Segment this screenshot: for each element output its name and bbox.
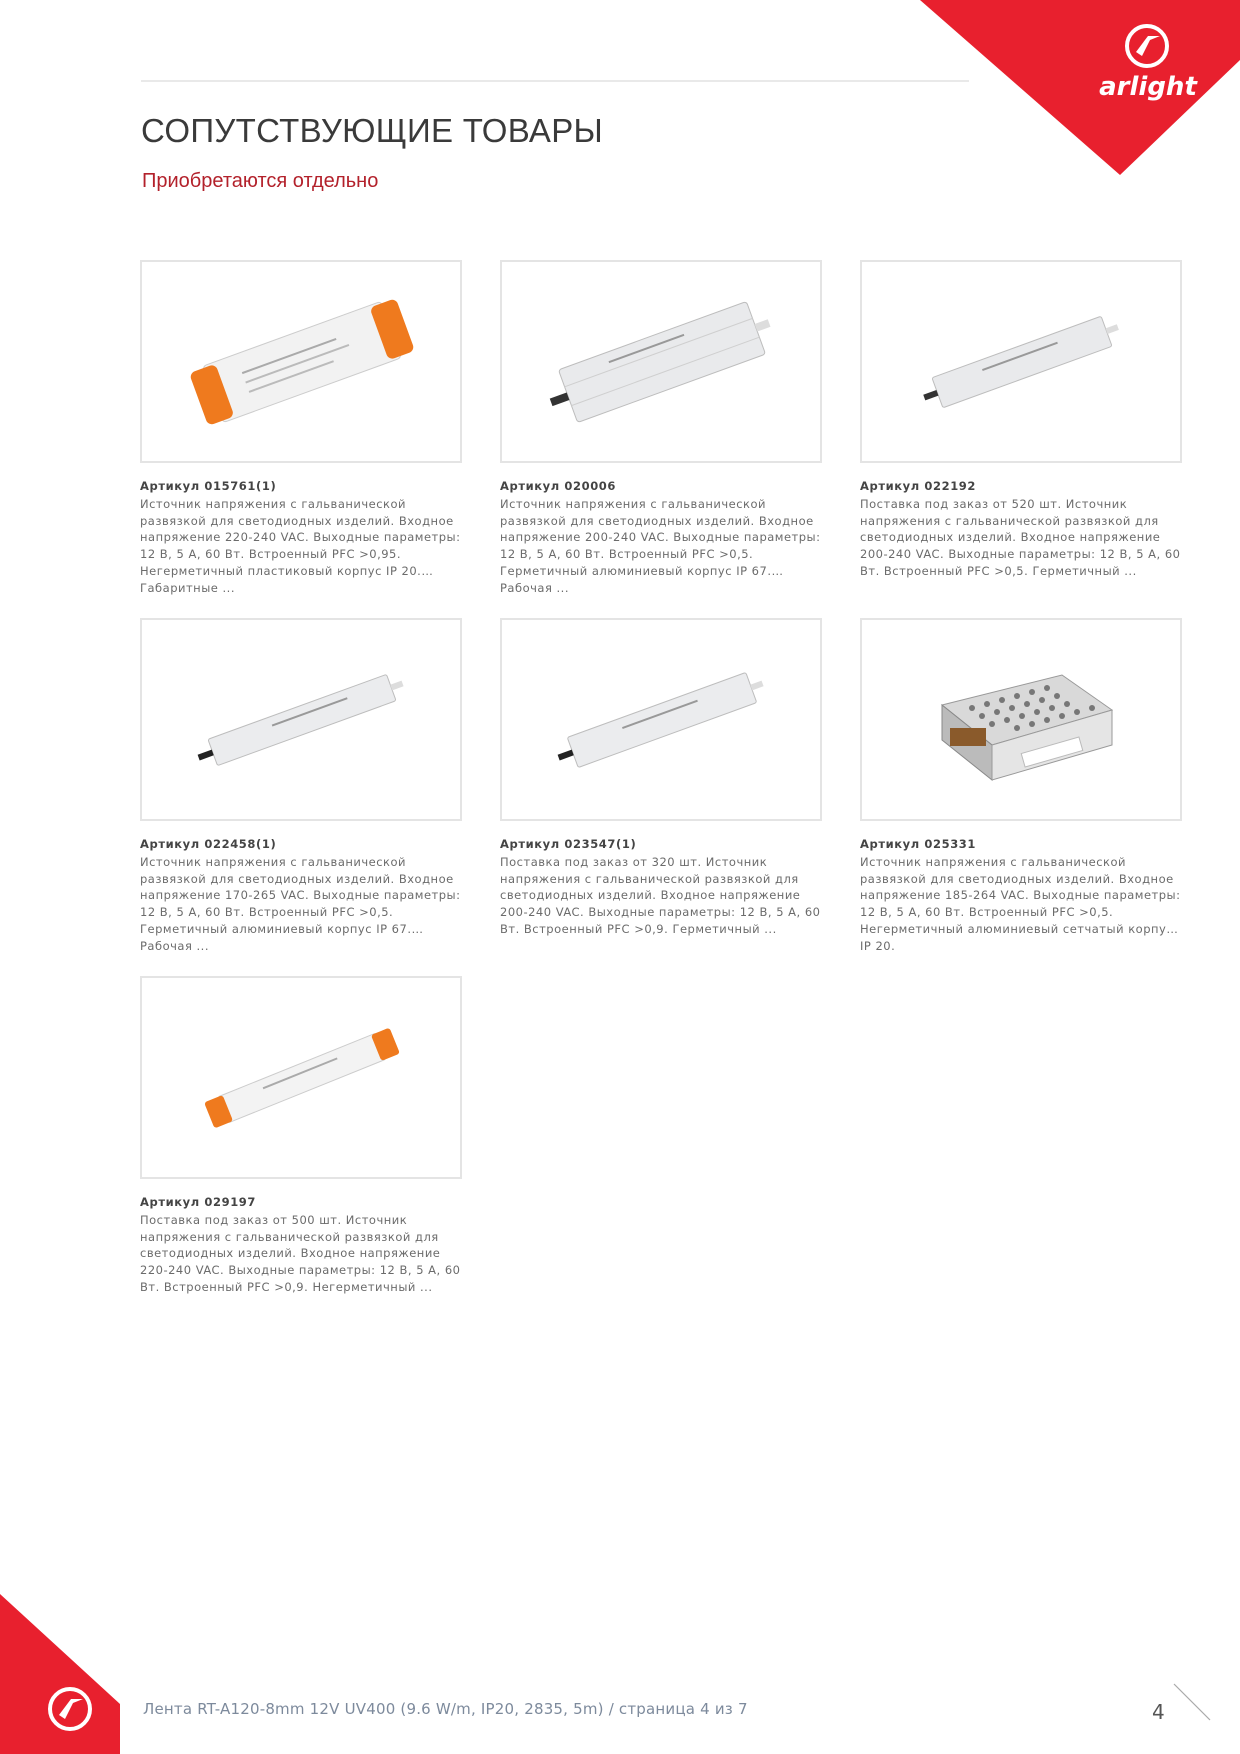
product-sku[interactable]: Артикул 022458(1) [140, 837, 277, 851]
power-supply-mesh-icon [862, 620, 1180, 819]
page-subtitle: Приобретаются отдельно [142, 170, 379, 192]
page-number-slash [1172, 1682, 1212, 1722]
footer-corner-logo [0, 1594, 120, 1754]
product-description: Источник напряжения с гальванической развязкой для светодиодных изделий. Входное напряжение 200-240 VAC. Выходные параметры: 12 В, 5 А, 60 Вт. Встроенный PFC >0,5. Герметичный алюминиевый корпус IP 67. Рабочая ... [500, 497, 821, 595]
header-divider [141, 80, 969, 82]
product-description: Поставка под заказ от 320 шт. Источник напряжения с гальванической развязкой для светодиодных изделий. Входное напряжение 200-240 VAC. Выходные параметры: 12 В, 5 А, 60 Вт. Встроенный PFC >0,9. Герметичный ... [500, 855, 821, 936]
product-card[interactable] [140, 976, 462, 1334]
footer-document-info: Лента RT-A120-8mm 12V UV400 (9.6 W/m, IP20, 2835, 5m) / страница 4 из 7 [143, 1700, 748, 1718]
product-description: Поставка под заказ от 520 шт. Источник напряжения с гальванической развязкой для светодиодных изделий. Входное напряжение 200-240 VAC. Выходные параметры: 12 В, 5 А, 60 Вт. Встроенный PFC >0,5. Герметичный ... [860, 497, 1181, 578]
product-sku[interactable]: Артикул 029197 [140, 1195, 256, 1209]
power-supply-slim-aluminium-icon [502, 620, 820, 819]
product-image[interactable] [500, 260, 822, 463]
product-image[interactable] [500, 618, 822, 821]
power-supply-white-orange-icon [142, 262, 460, 461]
power-supply-slim-aluminium-icon [862, 262, 1180, 461]
product-card[interactable] [140, 260, 462, 618]
product-sku[interactable]: Артикул 025331 [860, 837, 976, 851]
power-supply-slim-white-orange-icon [142, 978, 460, 1177]
product-card[interactable] [860, 260, 1182, 618]
product-sku[interactable]: Артикул 022192 [860, 479, 976, 493]
product-sku[interactable]: Артикул 020006 [500, 479, 616, 493]
product-description: Источник напряжения с гальванической развязкой для светодиодных изделий. Входное напряжение 185-264 VAC. Выходные параметры: 12 В, 5 А, 60 Вт. Встроенный PFC >0,5. Негерметичный алюминиевый сетчатый корпус IP 20. [860, 855, 1181, 953]
product-card[interactable] [140, 618, 462, 976]
power-supply-slim-aluminium-icon [142, 620, 460, 819]
product-description: Источник напряжения с гальванической развязкой для светодиодных изделий. Входное напряжение 170-265 VAC. Выходные параметры: 12 В, 5 А, 60 Вт. Встроенный PFC >0,5. Герметичный алюминиевый корпус IP 67. Рабочая ... [140, 855, 461, 953]
power-supply-aluminium-icon [502, 262, 820, 461]
product-sku[interactable]: Артикул 023547(1) [500, 837, 637, 851]
product-image[interactable] [860, 260, 1182, 463]
product-grid [140, 260, 1182, 1334]
product-card[interactable] [500, 618, 822, 976]
product-card[interactable] [500, 260, 822, 618]
product-image[interactable] [140, 618, 462, 821]
product-sku[interactable]: Артикул 015761(1) [140, 479, 277, 493]
product-image[interactable] [860, 618, 1182, 821]
product-description: Источник напряжения с гальванической развязкой для светодиодных изделий. Входное напряжение 220-240 VAC. Выходные параметры: 12 В, 5 А, 60 Вт. Встроенный PFC >0,95. Негерметичный пластиковый корпус IP 20. Габаритные ... [140, 497, 461, 595]
product-image[interactable] [140, 976, 462, 1179]
page-number: 4 [1152, 1700, 1165, 1724]
product-description: Поставка под заказ от 500 шт. Источник напряжения с гальванической развязкой для светодиодных изделий. Входное напряжение 220-240 VAC. Выходные параметры: 12 В, 5 А, 60 Вт. Встроенный PFC >0,9. Негерметичный ... [140, 1213, 461, 1294]
product-card[interactable] [860, 618, 1182, 976]
product-image[interactable] [140, 260, 462, 463]
logo-text: arlight [1099, 72, 1197, 102]
arlight-logo [920, 0, 1240, 180]
page-title: СОПУТСТВУЮЩИЕ ТОВАРЫ [141, 112, 604, 149]
